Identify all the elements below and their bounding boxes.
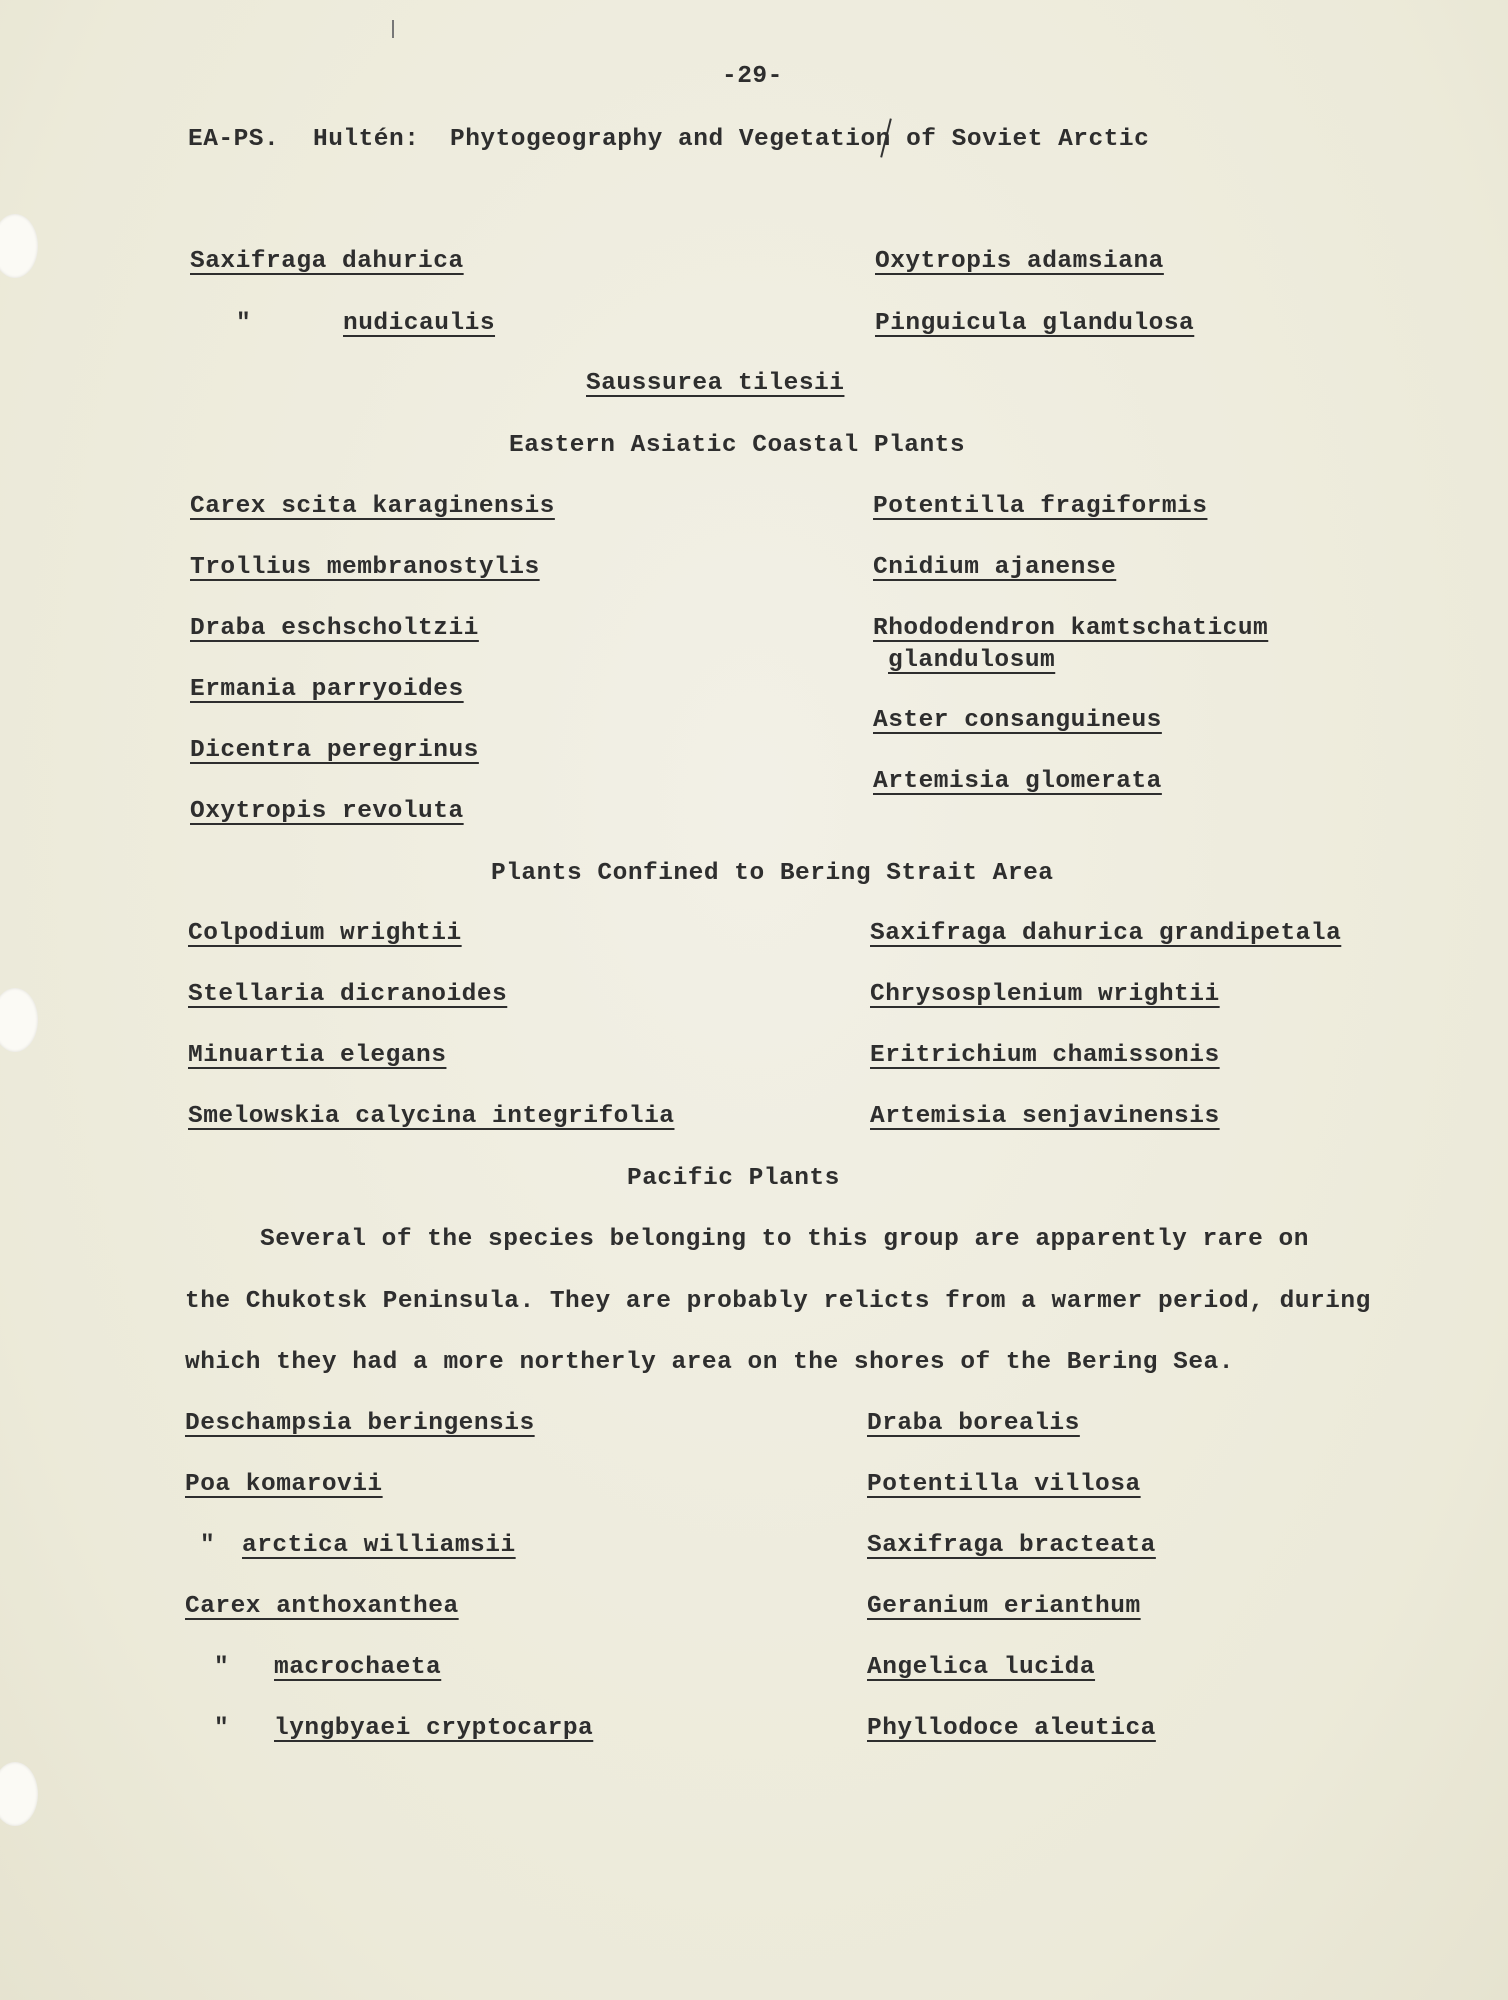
species-left: Deschampsia beringensis [185,1410,535,1437]
species-left: Carex anthoxanthea [185,1593,459,1620]
species-left: macrochaeta [274,1654,442,1681]
species-right: Draba borealis [867,1410,1080,1437]
species-right: Cnidium ajanense [873,554,1117,581]
ditto-mark: " [214,1654,230,1681]
punch-hole [0,1762,38,1826]
section-heading: Eastern Asiatic Coastal Plants [509,432,966,459]
species-left: Colpodium wrightii [188,920,462,947]
species-left: Carex scita karaginensis [190,493,555,520]
species-right: Saxifraga dahurica grandipetala [870,920,1342,947]
header-title: Phytogeography and Vegetation of Soviet Arctic [450,126,1150,153]
species-left: arctica williamsii [242,1532,516,1559]
species-left: Dicentra peregrinus [190,737,479,764]
ditto-mark: " [200,1532,216,1559]
species-left: Ermania parryoides [190,676,464,703]
species-left: Draba eschscholtzii [190,615,479,642]
section-heading: Plants Confined to Bering Strait Area [491,860,1054,887]
species-right: Geranium erianthum [867,1593,1141,1620]
punch-hole [0,988,38,1052]
species-right: Chrysosplenium wrightii [870,981,1220,1008]
pencil-mark [392,20,394,38]
species-left: Minuartia elegans [188,1042,447,1069]
header-author: Hultén: [313,126,420,153]
paragraph-line: Several of the species belonging to this group are apparently rare on [260,1226,1309,1253]
species-left: Stellaria dicranoides [188,981,508,1008]
ditto-mark: " [214,1715,230,1742]
species-right: Angelica lucida [867,1654,1096,1681]
species-right: Phyllodoce aleutica [867,1715,1156,1742]
species-right: Artemisia senjavinensis [870,1103,1220,1130]
species-center: Saussurea tilesii [586,370,845,397]
species-left: nudicaulis [343,310,496,337]
species-right: Rhododendron kamtschaticum [873,615,1269,642]
species-right-continued: glandulosum [888,647,1056,674]
species-left: Trollius membranostylis [190,554,540,581]
species-right: Potentilla villosa [867,1471,1141,1498]
species-right: Artemisia glomerata [873,768,1162,795]
species-left: Smelowskia calycina integrifolia [188,1103,675,1130]
species-right: Saxifraga bracteata [867,1532,1156,1559]
species-right: Eritrichium chamissonis [870,1042,1220,1069]
species-right: Oxytropis adamsiana [875,248,1164,275]
section-heading: Pacific Plants [627,1165,840,1192]
species-right: Potentilla fragiformis [873,493,1208,520]
page-number: -29- [722,63,783,90]
species-left: lyngbyaei cryptocarpa [274,1715,594,1742]
species-left: Saxifraga dahurica [190,248,464,275]
species-right: Pinguicula glandulosa [875,310,1195,337]
header-label: EA-PS. [188,126,280,153]
species-left: Oxytropis revoluta [190,798,464,825]
ditto-mark: " [236,310,252,337]
punch-hole [0,214,38,278]
paragraph-line: which they had a more northerly area on the shores of the Bering Sea. [185,1349,1234,1376]
species-left: Poa komarovii [185,1471,383,1498]
species-right: Aster consanguineus [873,707,1162,734]
paragraph-line: the Chukotsk Peninsula. They are probably relicts from a warmer period, during [185,1288,1371,1315]
